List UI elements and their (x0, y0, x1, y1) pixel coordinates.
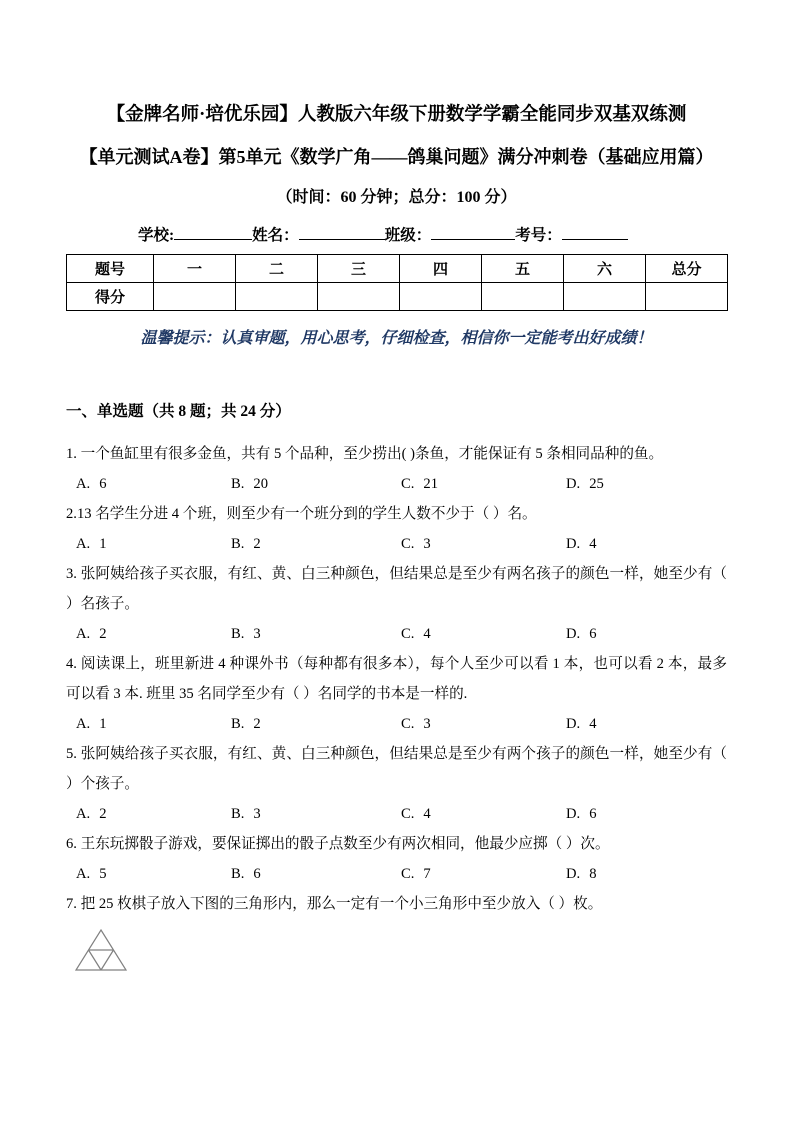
score-cell-6[interactable] (564, 283, 646, 311)
question-options (66, 619, 727, 649)
option-a[interactable] (76, 529, 231, 559)
question-options (66, 529, 727, 559)
score-cell-5[interactable] (482, 283, 564, 311)
option-c-label: C. (401, 806, 415, 822)
option-b-label: B. (231, 536, 245, 552)
option-b-value: 3 (253, 806, 261, 822)
question-text: 7. 把 25 枚棋子放入下图的三角形内，那么一定有一个小三角形中至少放入（ ）枚。 (66, 896, 603, 912)
option-b[interactable] (231, 799, 401, 829)
option-d[interactable] (566, 529, 597, 559)
option-a-value: 1 (99, 536, 107, 552)
question-text: 2.13 名学生分进 4 个班，则至少有一个班分到的学生人数不少于（ ）名。 (66, 506, 537, 522)
score-cell-3[interactable] (318, 283, 400, 311)
score-cell-2[interactable] (236, 283, 318, 311)
question-options (66, 799, 727, 829)
option-b-value: 2 (253, 536, 261, 552)
option-c[interactable] (401, 709, 566, 739)
name-label: 姓名： (252, 227, 299, 244)
option-c-value: 3 (423, 716, 431, 732)
option-d-value: 4 (589, 536, 597, 552)
option-d[interactable] (566, 619, 597, 649)
option-b-label: B. (231, 626, 245, 642)
option-c-label: C. (401, 866, 415, 882)
option-c-label: C. (401, 476, 415, 492)
option-a-label: A. (76, 536, 91, 552)
option-c-value: 3 (423, 536, 431, 552)
score-cell-1[interactable] (154, 283, 236, 311)
option-d-label: D. (566, 806, 581, 822)
option-b-value: 6 (253, 866, 261, 882)
exam-no-field[interactable] (515, 227, 628, 244)
option-d-value: 6 (589, 806, 597, 822)
column-header-total: 总分 (646, 255, 728, 283)
option-c[interactable] (401, 619, 566, 649)
column-header-1: 一 (154, 255, 236, 283)
school-label: 学校: (138, 227, 175, 244)
option-d[interactable] (566, 469, 604, 499)
name-blank[interactable] (299, 225, 385, 240)
option-d[interactable] (566, 709, 597, 739)
option-a-value: 2 (99, 626, 107, 642)
column-header-2: 二 (236, 255, 318, 283)
option-a-label: A. (76, 626, 91, 642)
option-c-value: 21 (423, 476, 438, 492)
option-a-label: A. (76, 476, 91, 492)
question-item-3 (66, 559, 727, 649)
question-options (66, 859, 727, 889)
question-item-4 (66, 649, 727, 739)
question-text: 6. 王东玩掷骰子游戏，要保证掷出的骰子点数至少有两次相同，他最少应掷（ ）次。 (66, 836, 610, 852)
question-text: 3. 张阿姨给孩子买衣服，有红、黄、白三种颜色，但结果总是至少有两名孩子的颜色一样，她至少有（ ）名孩子。 (66, 566, 727, 612)
option-c-value: 7 (423, 866, 431, 882)
question-text: 1. 一个鱼缸里有很多金鱼，共有 5 个品种，至少捞出( )条鱼，才能保证有 5 条相同品种的鱼。 (66, 446, 664, 462)
option-c[interactable] (401, 469, 566, 499)
option-b[interactable] (231, 529, 401, 559)
student-info-line (66, 224, 727, 248)
question-text: 4. 阅读课上，班里新进 4 种课外书（每种都有很多本），每个人至少可以看 1 本，也可以看 2 本，最多可以看 3 本. 班里 35 名同学至少有（ ）名同学的书本是一样的. (66, 656, 727, 702)
triangle-figure (66, 919, 727, 983)
option-c[interactable] (401, 799, 566, 829)
option-c-label: C. (401, 536, 415, 552)
option-b-value: 3 (253, 626, 261, 642)
option-b-label: B. (231, 806, 245, 822)
question-options (66, 469, 727, 499)
option-c-label: C. (401, 716, 415, 732)
score-table (66, 254, 728, 311)
class-field[interactable] (385, 227, 516, 244)
exam-time-score-subtitle: （时间：60 分钟；总分：100 分） (276, 189, 517, 206)
option-a[interactable] (76, 619, 231, 649)
school-blank[interactable] (174, 225, 252, 240)
column-header-6: 六 (564, 255, 646, 283)
option-d-value: 4 (589, 716, 597, 732)
option-d-label: D. (566, 536, 581, 552)
section-header-multiple-choice: 一、单选题（共 8 题；共 24 分） (66, 403, 291, 420)
option-d-value: 6 (589, 626, 597, 642)
option-b[interactable] (231, 859, 401, 889)
table-row-question-numbers (67, 255, 728, 283)
question-item-7 (66, 889, 727, 983)
option-b-label: B. (231, 866, 245, 882)
option-c-label: C. (401, 626, 415, 642)
option-a[interactable] (76, 469, 231, 499)
triangle-subdivided-icon (74, 927, 130, 973)
option-b[interactable] (231, 619, 401, 649)
exam-no-label: 考号： (515, 227, 562, 244)
option-a[interactable] (76, 799, 231, 829)
option-d[interactable] (566, 799, 597, 829)
option-c-value: 4 (423, 806, 431, 822)
document-title-line-2: 【单元测试A卷】第5单元《数学广角——鸽巢问题》满分冲刺卷（基础应用篇） (79, 147, 714, 167)
column-header-4: 四 (400, 255, 482, 283)
table-row-scores (67, 283, 728, 311)
name-field[interactable] (252, 227, 385, 244)
question-item-2 (66, 499, 727, 559)
option-a-label: A. (76, 806, 91, 822)
title-block (66, 0, 727, 216)
option-d-value: 8 (589, 866, 597, 882)
option-a-label: A. (76, 866, 91, 882)
question-text: 5. 张阿姨给孩子买衣服，有红、黄、白三种颜色，但结果总是至少有两个孩子的颜色一样，她至少有（ ）个孩子。 (66, 746, 727, 792)
option-c-value: 4 (423, 626, 431, 642)
score-cell-4[interactable] (400, 283, 482, 311)
option-d-label: D. (566, 716, 581, 732)
option-b-label: B. (231, 716, 245, 732)
option-a-value: 6 (99, 476, 107, 492)
option-b-label: B. (231, 476, 245, 492)
score-table-body (67, 255, 728, 311)
question-list (66, 439, 727, 983)
option-a-value: 1 (99, 716, 107, 732)
score-cell-total[interactable] (646, 283, 728, 311)
option-b-value: 20 (253, 476, 268, 492)
option-d-label: D. (566, 866, 581, 882)
class-blank[interactable] (431, 225, 515, 240)
option-a[interactable] (76, 859, 231, 889)
option-d[interactable] (566, 859, 597, 889)
option-c[interactable] (401, 859, 566, 889)
option-d-label: D. (566, 626, 581, 642)
document-title-line-1: 【金牌名师·培优乐园】人教版六年级下册数学学霸全能同步双基双练测 (106, 105, 687, 125)
option-d-value: 25 (589, 476, 604, 492)
option-b[interactable] (231, 469, 401, 499)
exam-no-blank[interactable] (562, 225, 628, 240)
question-item-1 (66, 439, 727, 499)
warm-tip-text: 温馨提示：认真审题，用心思考，仔细检查，相信你一定能考出好成绩！ (140, 330, 653, 347)
column-header-5: 五 (482, 255, 564, 283)
option-d-label: D. (566, 476, 581, 492)
option-b-value: 2 (253, 716, 261, 732)
option-a-value: 2 (99, 806, 107, 822)
option-a[interactable] (76, 709, 231, 739)
row-label-score: 得分 (67, 283, 154, 311)
question-options (66, 709, 727, 739)
question-item-6 (66, 829, 727, 889)
column-header-3: 三 (318, 255, 400, 283)
option-b[interactable] (231, 709, 401, 739)
option-c[interactable] (401, 529, 566, 559)
school-field[interactable] (138, 227, 252, 244)
option-a-value: 5 (99, 866, 107, 882)
class-label: 班级： (384, 227, 432, 244)
question-item-5 (66, 739, 727, 829)
option-a-label: A. (76, 716, 91, 732)
row-label-question-number: 题号 (67, 255, 154, 283)
